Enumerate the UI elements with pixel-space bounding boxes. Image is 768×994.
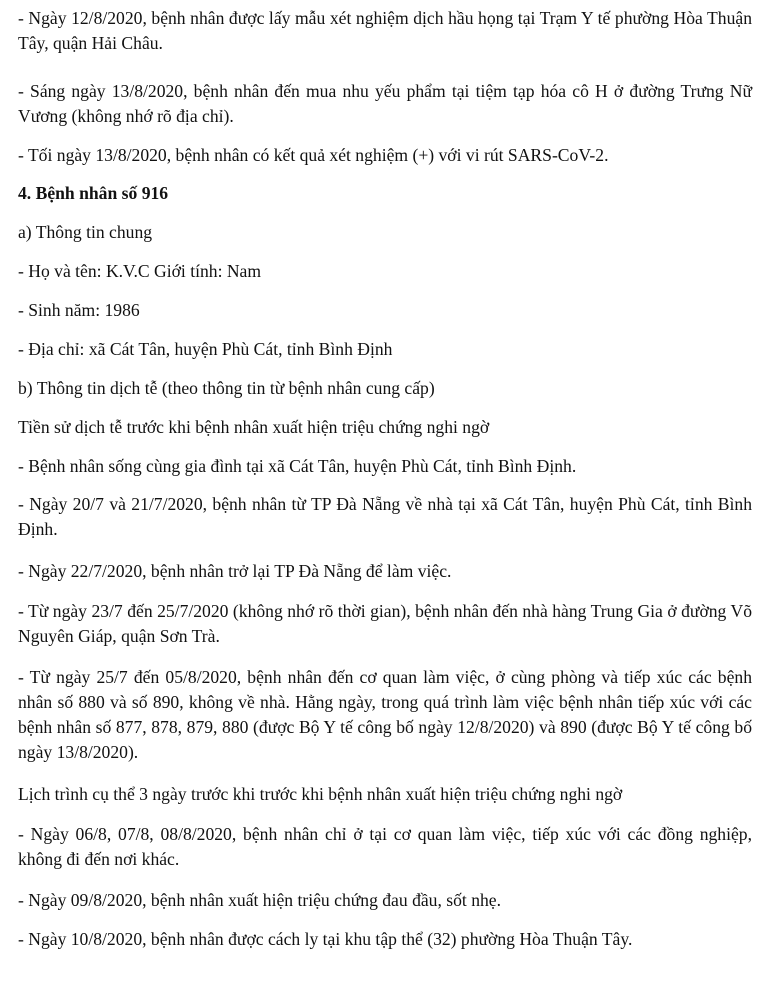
subheading-general-info: a) Thông tin chung xyxy=(18,222,153,242)
paragraph-history-intro: Tiền sử dịch tễ trước khi bệnh nhân xuất hiện triệu chứng nghi ngờ xyxy=(18,417,490,437)
paragraph-schedule-intro: Lịch trình cụ thể 3 ngày trước khi trước khi bệnh nhân xuất hiện triệu chứng nghi ngờ xyxy=(18,784,623,804)
paragraph-restaurant-visit: - Từ ngày 23/7 đến 25/7/2020 (không nhớ rõ thời gian), bệnh nhân đến nhà hàng Trung Gia ở đường Võ Nguyên Giáp, quận Sơn Trà. xyxy=(18,601,752,646)
paragraph-grocery-visit: - Sáng ngày 13/8/2020, bệnh nhân đến mua nhu yếu phẩm tại tiệm tạp hóa cô H ở đường Trưng Nữ Vương (không nhớ rõ địa chỉ). xyxy=(18,81,752,126)
paragraph-lives-with-family: - Bệnh nhân sống cùng gia đình tại xã Cát Tân, huyện Phù Cát, tỉnh Bình Định. xyxy=(18,456,577,476)
paragraph-isolation: - Ngày 10/8/2020, bệnh nhân được cách ly tại khu tập thể (32) phường Hòa Thuận Tây. xyxy=(18,929,633,949)
paragraph-workplace-contacts: - Từ ngày 25/7 đến 05/8/2020, bệnh nhân đến cơ quan làm việc, ở cùng phòng và tiếp xúc các bệnh nhân số 880 và số 890, không về nhà. Hằng ngày, trong quá trình làm việc bệnh nhân tiếp xúc với các bệnh nhân số 877, 878, 879, 880 (được Bộ Y tế công bố ngày 12/8/2020) và 890 (được Bộ Y tế công bố ngày 13/8/2020). xyxy=(18,667,752,762)
paragraph-travel-home: - Ngày 20/7 và 21/7/2020, bệnh nhân từ TP Đà Nẵng về nhà tại xã Cát Tân, huyện Phù Cát, tỉnh Bình Định. xyxy=(18,494,752,539)
paragraph-name-gender: - Họ và tên: K.V.C Giới tính: Nam xyxy=(18,261,262,281)
paragraph-sample-collection: - Ngày 12/8/2020, bệnh nhân được lấy mẫu xét nghiệm dịch hầu họng tại Trạm Y tế phường Hòa Thuận Tây, quận Hải Châu. xyxy=(18,8,752,53)
paragraph-address: - Địa chỉ: xã Cát Tân, huyện Phù Cát, tỉnh Bình Định xyxy=(18,339,393,359)
paragraph-return-danang: - Ngày 22/7/2020, bệnh nhân trở lại TP Đà Nẵng để làm việc. xyxy=(18,561,452,581)
paragraph-birth-year: - Sinh năm: 1986 xyxy=(18,300,140,320)
section-heading-patient-916: 4. Bệnh nhân số 916 xyxy=(18,183,169,203)
paragraph-days-at-office: - Ngày 06/8, 07/8, 08/8/2020, bệnh nhân chỉ ở tại cơ quan làm việc, tiếp xúc với các đồng nghiệp, không đi đến nơi khác. xyxy=(18,824,752,869)
paragraph-test-result: - Tối ngày 13/8/2020, bệnh nhân có kết quả xét nghiệm (+) với vi rút SARS-CoV-2. xyxy=(18,145,609,165)
paragraph-symptoms: - Ngày 09/8/2020, bệnh nhân xuất hiện triệu chứng đau đầu, sốt nhẹ. xyxy=(18,890,501,910)
subheading-epidemiology: b) Thông tin dịch tễ (theo thông tin từ bệnh nhân cung cấp) xyxy=(18,378,435,398)
